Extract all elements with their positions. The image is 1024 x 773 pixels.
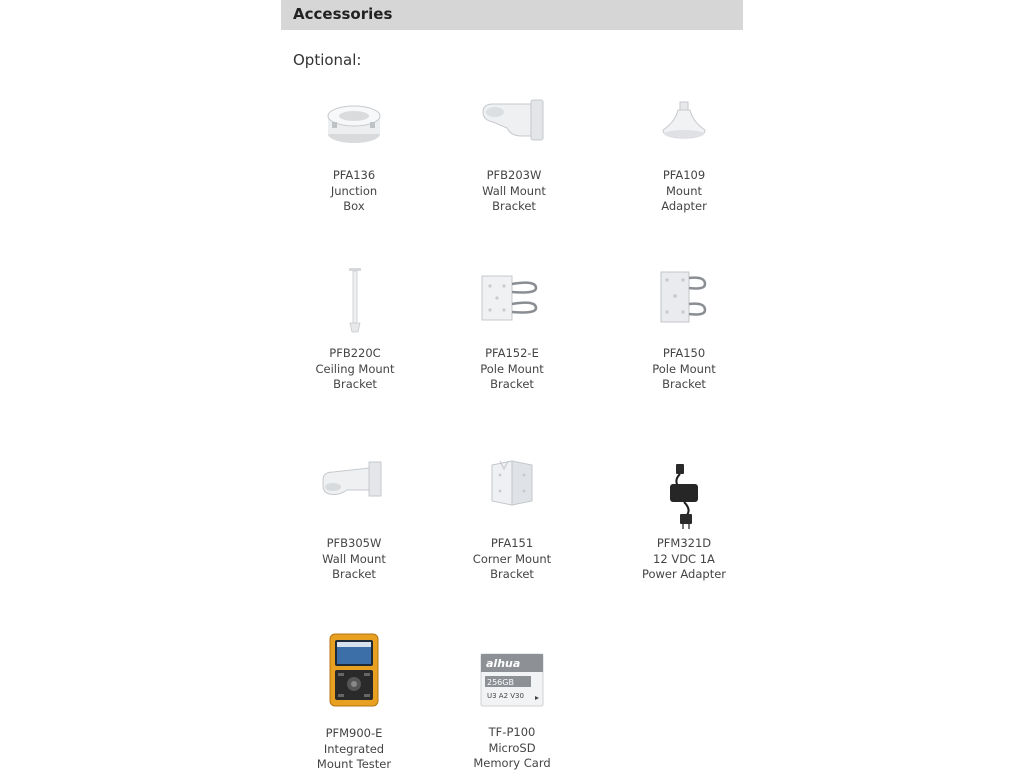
item-desc-line1: Corner Mount xyxy=(472,551,552,566)
item-model: PFB203W xyxy=(486,168,542,182)
accessory-item-pfa136 xyxy=(279,98,429,215)
item-desc-line1: 12 VDC 1A xyxy=(653,551,715,566)
item-model: TF-P100 xyxy=(488,725,536,739)
item-desc-line2: Bracket xyxy=(490,377,534,391)
item-desc-line2: Power Adapter xyxy=(641,567,727,581)
item-desc-line2: Mount Tester xyxy=(316,757,392,771)
item-desc-line1: Ceiling Mount xyxy=(315,361,395,376)
wall-mount-bracket-icon xyxy=(314,460,394,536)
item-desc-line2: Bracket xyxy=(492,199,536,213)
item-desc-line2: Bracket xyxy=(490,567,534,581)
power-adapter-icon xyxy=(644,462,724,536)
mount-tester-icon xyxy=(314,632,394,726)
item-model: PFA136 xyxy=(332,168,376,182)
card-marks-text: U3 A2 V30 xyxy=(487,692,524,700)
microsd-card-icon xyxy=(472,652,552,725)
accessory-item-pfa151 xyxy=(437,459,587,583)
corner-mount-bracket-icon xyxy=(472,459,552,536)
item-desc-line2: Bracket xyxy=(332,567,376,581)
ceiling-mount-bracket-icon xyxy=(315,266,395,346)
accessory-item-pfm900-e xyxy=(279,632,429,773)
item-desc-line1: Mount xyxy=(665,183,703,198)
card-brand-text: alhua xyxy=(486,657,521,670)
item-desc-line2: Adapter xyxy=(661,199,707,213)
item-model: PFA152-E xyxy=(485,346,539,360)
item-model: PFA150 xyxy=(662,346,706,360)
optional-label: Optional: xyxy=(293,51,362,69)
accessory-item-pfa152-e xyxy=(437,272,587,393)
pole-mount-bracket-icon xyxy=(472,272,552,346)
item-desc-line1: Wall Mount xyxy=(322,551,386,566)
item-desc-line2: Box xyxy=(343,199,365,213)
pole-mount-bracket-icon xyxy=(644,270,724,346)
item-desc-line2: Bracket xyxy=(662,377,706,391)
accessory-item-pfb220c xyxy=(280,266,430,393)
accessories-section xyxy=(281,0,743,771)
accessory-item-pfb203w xyxy=(439,98,589,215)
item-desc-line1: Junction xyxy=(330,183,378,198)
accessory-item-pfb305w xyxy=(279,460,429,583)
item-model: PFB220C xyxy=(329,346,381,360)
mount-adapter-icon xyxy=(644,98,724,168)
item-model: PFM321D xyxy=(656,536,712,550)
accessory-item-pfm321d xyxy=(609,462,759,583)
wall-mount-bracket-icon xyxy=(474,98,554,168)
item-desc-line2: Bracket xyxy=(333,377,377,391)
item-model: PFA109 xyxy=(662,168,706,182)
item-desc-line1: Pole Mount xyxy=(652,361,716,376)
item-desc-line2: Memory Card xyxy=(473,756,551,770)
item-model: PFB305W xyxy=(326,536,382,550)
item-desc-line1: Pole Mount xyxy=(480,361,544,376)
section-header xyxy=(281,0,743,30)
item-model: PFM900-E xyxy=(325,726,383,740)
item-desc-line1: MicroSD xyxy=(488,740,536,755)
card-capacity-text: 256GB xyxy=(487,678,514,687)
accessory-item-pfa150 xyxy=(609,270,759,393)
accessory-item-tf-p100 xyxy=(437,652,587,772)
item-model: PFA151 xyxy=(490,536,534,550)
item-desc-line1: Integrated xyxy=(323,741,385,756)
item-desc-line1: Wall Mount xyxy=(482,183,546,198)
junction-box-icon xyxy=(314,98,394,168)
accessory-item-pfa109 xyxy=(609,98,759,215)
section-title: Accessories xyxy=(293,5,393,23)
